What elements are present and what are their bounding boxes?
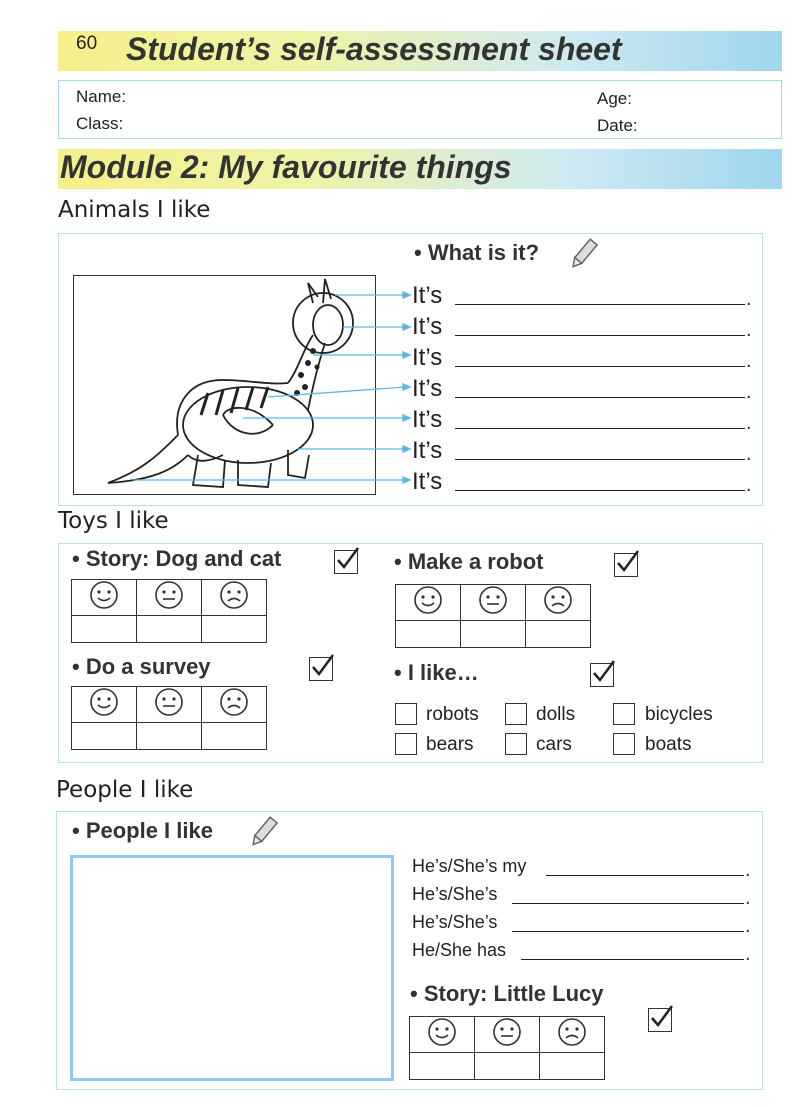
date-label: Date: [597,116,638,135]
checkbox-robots[interactable] [395,703,417,725]
line-end-period: . [746,350,752,372]
checkbox-bears[interactable] [395,733,417,755]
drawing-box[interactable] [70,855,394,1081]
line-end-period: . [746,443,752,465]
line-end-period: . [745,943,751,965]
answer-line[interactable] [455,304,745,305]
rating-cell[interactable] [137,723,202,750]
line-end-period: . [745,887,751,909]
answer-line[interactable] [512,931,744,932]
its-label: It’s [412,406,443,433]
rating-cell[interactable] [396,621,461,648]
answer-line[interactable] [455,490,745,491]
answer-line[interactable] [455,428,745,429]
sad-face-icon[interactable] [540,1017,605,1053]
option-label: robots [426,704,479,725]
tick-box-icon [648,1008,672,1032]
animals-section-title: Animals I like [58,197,211,223]
line-end-period: . [746,381,752,403]
module-title: Module 2: My favourite things [60,149,512,185]
rating-cell[interactable] [461,621,526,648]
checkbox-cars[interactable] [505,733,527,755]
happy-face-icon[interactable] [72,580,137,616]
make-a-robot-label: • Make a robot [394,549,544,574]
tick-box-icon [614,553,638,577]
its-label: It’s [412,282,443,309]
name-label: Name: [76,87,127,106]
people-line-label: He’s/She’s my [412,856,527,876]
option-label: bears [426,734,474,755]
answer-line[interactable] [455,335,745,336]
its-label: It’s [412,344,443,371]
its-label: It’s [412,313,443,340]
rating-cell[interactable] [475,1053,540,1080]
its-label: It’s [412,375,443,402]
option-label: boats [645,734,692,755]
option-label: cars [536,734,572,755]
rating-table-dog-and-cat [71,579,267,643]
rating-table-do-a-survey [71,686,267,750]
answer-line[interactable] [546,875,744,876]
rating-table-little-lucy [409,1016,605,1080]
pencil-icon [247,814,279,850]
neutral-face-icon[interactable] [137,580,202,616]
sad-face-icon[interactable] [526,585,591,621]
what-is-it-question: • What is it? [414,240,540,265]
people-line-label: He’s/She’s [412,884,498,904]
rating-cell[interactable] [526,621,591,648]
tick-box-icon [309,657,333,681]
rating-table-make-a-robot [395,584,591,648]
people-section-title: People I like [56,777,194,803]
sad-face-icon[interactable] [202,687,267,723]
line-end-period: . [746,412,752,434]
line-end-period: . [745,915,751,937]
neutral-face-icon[interactable] [461,585,526,621]
rating-cell[interactable] [202,616,267,643]
rating-cell[interactable] [72,616,137,643]
rating-cell[interactable] [202,723,267,750]
its-label: It’s [412,437,443,464]
tick-box-icon [334,550,358,574]
class-label: Class: [76,114,124,133]
line-end-period: . [745,859,751,881]
story-dog-and-cat-label: • Story: Dog and cat [72,546,282,571]
do-a-survey-label: • Do a survey [72,654,211,679]
happy-face-icon[interactable] [410,1017,475,1053]
sheet-title: Student’s self-assessment sheet [126,31,622,67]
toys-section-title: Toys I like [58,508,169,534]
happy-face-icon[interactable] [396,585,461,621]
sad-face-icon[interactable] [202,580,267,616]
answer-line[interactable] [512,903,744,904]
answer-line[interactable] [521,959,744,960]
happy-face-icon[interactable] [72,687,137,723]
answer-line[interactable] [455,459,745,460]
option-label: dolls [536,704,576,725]
rating-cell[interactable] [72,723,137,750]
age-label: Age: [597,89,632,108]
rating-cell[interactable] [540,1053,605,1080]
rating-cell[interactable] [410,1053,475,1080]
option-label: bicycles [645,704,713,725]
student-info-box [58,80,782,139]
answer-line[interactable] [455,366,745,367]
its-label: It’s [412,468,443,495]
answer-line[interactable] [455,397,745,398]
page-number: 60 [76,33,98,54]
story-little-lucy-label: • Story: Little Lucy [410,981,604,1006]
animal-drawing [73,275,413,495]
checkbox-boats[interactable] [613,733,635,755]
line-end-period: . [746,288,752,310]
people-line-label: He’s/She’s [412,912,498,932]
neutral-face-icon[interactable] [137,687,202,723]
neutral-face-icon[interactable] [475,1017,540,1053]
line-end-period: . [746,474,752,496]
checkbox-dolls[interactable] [505,703,527,725]
people-i-like-label: • People I like [72,818,213,843]
checkbox-bicycles[interactable] [613,703,635,725]
rating-cell[interactable] [137,616,202,643]
people-line-label: He/She has [412,940,507,960]
line-end-period: . [746,319,752,341]
tick-box-icon [590,663,614,687]
pencil-icon [567,236,599,272]
i-like-label: • I like… [394,660,479,685]
